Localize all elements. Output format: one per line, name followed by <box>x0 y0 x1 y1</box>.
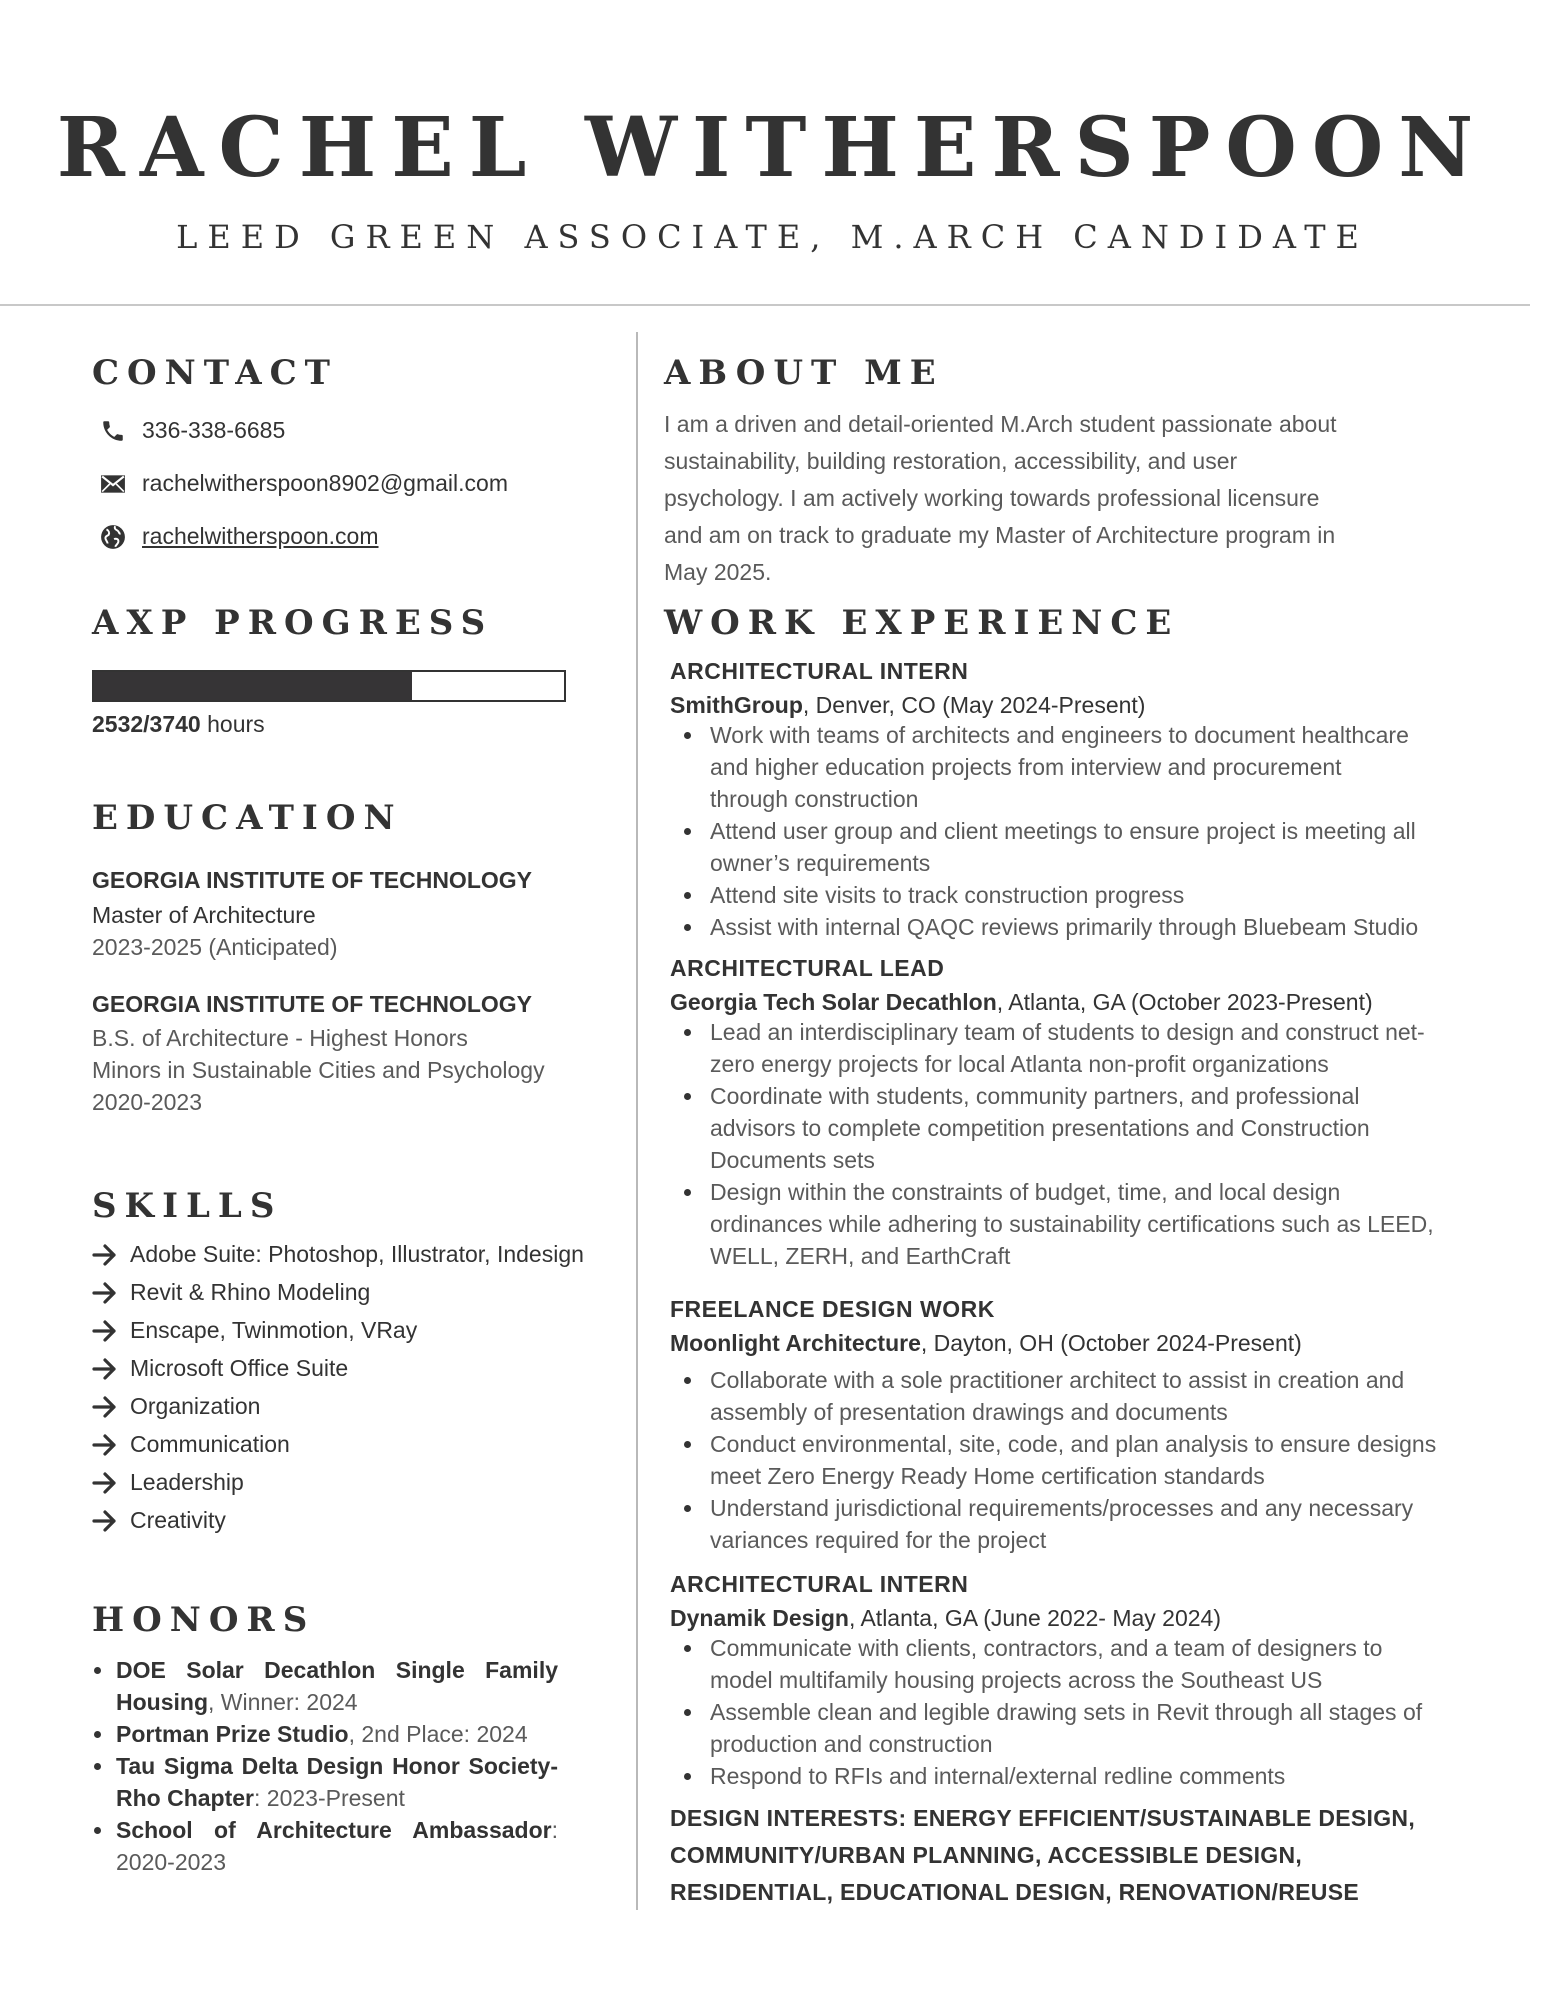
arrow-right-icon <box>92 1509 118 1533</box>
employer-details: , Denver, CO (May 2024-Present) <box>802 692 1146 718</box>
skill-label: Microsoft Office Suite <box>130 1355 349 1381</box>
bullet-line: ordinances while adhering to sustainability certifications such as LEED, <box>710 1211 1434 1237</box>
honors-heading: HONORS <box>92 1600 316 1640</box>
job-bullets <box>670 1364 1470 1556</box>
skill-label: Enscape, Twinmotion, VRay <box>130 1317 418 1343</box>
skill-label: Creativity <box>130 1507 226 1533</box>
bullet-line: Collaborate with a sole practitioner architect to assist in creation and <box>710 1367 1405 1393</box>
interest-line: RESIDENTIAL, EDUCATIONAL DESIGN, RENOVATION/REUSE <box>670 1879 1359 1905</box>
axp-progress-bar <box>92 670 566 702</box>
about-line: May 2025. <box>664 559 772 585</box>
job-bullets <box>670 719 1470 943</box>
honor-title: DOE Solar Decathlon Single Family Housing <box>116 1657 558 1715</box>
bullet-line: Coordinate with students, community partners, and professional <box>710 1083 1360 1109</box>
bullet-line: Work with teams of architects and engineers to document healthcare <box>710 722 1409 748</box>
bullet-line: Assist with internal QAQC reviews primarily through Bluebeam Studio <box>710 914 1419 940</box>
employer-name: Georgia Tech Solar Decathlon <box>670 989 997 1015</box>
bullet-line: model multifamily housing projects across the Southeast US <box>710 1667 1323 1693</box>
column-divider <box>636 332 638 1910</box>
bullet-line: Communicate with clients, contractors, and a team of designers to <box>710 1635 1383 1661</box>
bullet-line: Understand jurisdictional requirements/processes and any necessary <box>710 1495 1414 1521</box>
education-minors: Minors in Sustainable Cities and Psychology <box>92 1057 545 1083</box>
job-employer <box>670 689 1145 721</box>
honor-title: Tau Sigma Delta Design Honor Society-Rho Chapter <box>116 1753 558 1811</box>
about-line: and am on track to graduate my Master of Architecture program in <box>664 522 1336 548</box>
honor-title: Portman Prize Studio <box>116 1721 349 1747</box>
bullet-line: Documents sets <box>710 1147 875 1173</box>
arrow-right-icon <box>92 1243 118 1267</box>
bullet-line: variances required for the project <box>710 1527 1047 1553</box>
header-divider <box>0 304 1530 306</box>
phone-number: 336-338-6685 <box>142 417 286 443</box>
bullet-line: Conduct environmental, site, code, and plan analysis to ensure designs <box>710 1431 1437 1457</box>
globe-icon <box>100 524 126 550</box>
honor-detail: : 2023-Present <box>254 1785 405 1811</box>
skill-label: Adobe Suite: Photoshop, Illustrator, Indesign <box>130 1241 584 1267</box>
axp-hours-value: 2532/3740 <box>92 711 201 737</box>
skills-heading: SKILLS <box>92 1186 283 1226</box>
employer-details: , Dayton, OH (October 2024-Present) <box>920 1330 1302 1356</box>
job-employer <box>670 1602 1221 1634</box>
bullet-line: WELL, ZERH, and EarthCraft <box>710 1243 1011 1269</box>
contact-heading: CONTACT <box>92 353 338 393</box>
interest-line: DESIGN INTERESTS: ENERGY EFFICIENT/SUSTAINABLE DESIGN, <box>670 1805 1416 1831</box>
job-bullet <box>670 815 1470 879</box>
job-bullets <box>670 1632 1470 1792</box>
job-bullet <box>670 1428 1470 1492</box>
arrow-right-icon <box>92 1357 118 1381</box>
job-bullet <box>670 719 1470 815</box>
education-school: GEORGIA INSTITUTE OF TECHNOLOGY <box>92 991 532 1017</box>
bullet-line: meet Zero Energy Ready Home certification standards <box>710 1463 1265 1489</box>
work-heading: WORK EXPERIENCE <box>664 603 1180 643</box>
about-heading: ABOUT ME <box>664 353 944 393</box>
employer-name: Moonlight Architecture <box>670 1330 921 1356</box>
bullet-line: Design within the constraints of budget, time, and local design <box>710 1179 1341 1205</box>
job-title: ARCHITECTURAL LEAD <box>670 955 945 981</box>
honor-item <box>92 1814 558 1878</box>
honor-item <box>92 1750 558 1814</box>
arrow-right-icon <box>92 1433 118 1457</box>
resume-name: RACHEL WITHERSPOON <box>56 100 1489 196</box>
website-link[interactable]: rachelwitherspoon.com <box>142 523 379 549</box>
honor-item <box>92 1654 558 1718</box>
job-employer <box>670 986 1373 1018</box>
job-title: FREELANCE DESIGN WORK <box>670 1296 995 1322</box>
honor-item <box>92 1718 558 1750</box>
skill-label: Organization <box>130 1393 261 1419</box>
bullet-line: Attend site visits to track construction progress <box>710 882 1185 908</box>
axp-heading: AXP PROGRESS <box>92 603 494 643</box>
employer-name: Dynamik Design <box>670 1605 849 1631</box>
about-line: I am a driven and detail-oriented M.Arch student passionate about <box>664 411 1337 437</box>
bullet-line: zero energy projects for local Atlanta non-profit organizations <box>710 1051 1329 1077</box>
bullet-line: Attend user group and client meetings to ensure project is meeting all <box>710 818 1416 844</box>
design-interests <box>670 1800 1450 1911</box>
job-bullet <box>670 1696 1470 1760</box>
resume-subtitle: LEED GREEN ASSOCIATE, M.ARCH CANDIDATE <box>176 218 1369 256</box>
interest-line: COMMUNITY/URBAN PLANNING, ACCESSIBLE DESIGN, <box>670 1842 1303 1868</box>
axp-hours <box>92 708 265 740</box>
bullet-line: production and construction <box>710 1731 993 1757</box>
bullet-line: Lead an interdisciplinary team of students to design and construct net- <box>710 1019 1425 1045</box>
honor-detail: , 2nd Place: 2024 <box>348 1721 528 1747</box>
honor-detail: , Winner: 2024 <box>208 1689 358 1715</box>
honor-detail: : 2020-2023 <box>116 1817 558 1875</box>
job-bullet <box>670 1176 1470 1272</box>
job-title: ARCHITECTURAL INTERN <box>670 1571 969 1597</box>
job-bullet <box>670 1016 1470 1080</box>
skill-label: Revit & Rhino Modeling <box>130 1279 371 1305</box>
bullet-line: Respond to RFIs and internal/external redline comments <box>710 1763 1286 1789</box>
job-employer <box>670 1327 1302 1359</box>
employer-name: SmithGroup <box>670 692 803 718</box>
bullet-line: Assemble clean and legible drawing sets in Revit through all stages of <box>710 1699 1423 1725</box>
job-bullet <box>670 1364 1470 1428</box>
job-bullet <box>670 1080 1470 1176</box>
mail-icon <box>100 471 126 497</box>
axp-hours-suffix: hours <box>200 711 265 737</box>
employer-details: , Atlanta, GA (October 2023-Present) <box>996 989 1373 1015</box>
job-bullets <box>670 1016 1470 1272</box>
bullet-line: through construction <box>710 786 919 812</box>
education-heading: EDUCATION <box>92 798 403 838</box>
bullet-line: advisors to complete competition presentations and Construction <box>710 1115 1370 1141</box>
education-degree: B.S. of Architecture - Highest Honors <box>92 1025 468 1051</box>
arrow-right-icon <box>92 1471 118 1495</box>
honors-list <box>92 1654 558 1878</box>
education-dates: 2020-2023 <box>92 1089 202 1115</box>
job-bullet <box>670 879 1470 911</box>
employer-details: , Atlanta, GA (June 2022- May 2024) <box>848 1605 1222 1631</box>
honor-title: School of Architecture Ambassador <box>116 1817 552 1843</box>
job-bullet <box>670 1760 1470 1792</box>
arrow-right-icon <box>92 1319 118 1343</box>
bullet-line: assembly of presentation drawings and documents <box>710 1399 1228 1425</box>
arrow-right-icon <box>92 1281 118 1305</box>
education-school: GEORGIA INSTITUTE OF TECHNOLOGY <box>92 867 532 893</box>
about-line: sustainability, building restoration, accessibility, and user <box>664 448 1238 474</box>
axp-progress-fill <box>94 672 412 700</box>
job-bullet <box>670 911 1470 943</box>
job-bullet <box>670 1632 1470 1696</box>
job-title: ARCHITECTURAL INTERN <box>670 658 969 684</box>
job-bullet <box>670 1492 1470 1556</box>
arrow-right-icon <box>92 1395 118 1419</box>
bullet-line: owner’s requirements <box>710 850 931 876</box>
phone-icon <box>100 418 126 444</box>
education-degree: Master of Architecture <box>92 902 316 928</box>
bullet-line: and higher education projects from interview and procurement <box>710 754 1342 780</box>
email-address[interactable]: rachelwitherspoon8902@gmail.com <box>142 470 508 496</box>
education-dates: 2023-2025 (Anticipated) <box>92 934 338 960</box>
skill-label: Leadership <box>130 1469 244 1495</box>
about-line: psychology. I am actively working towards professional licensure <box>664 485 1320 511</box>
skill-label: Communication <box>130 1431 290 1457</box>
